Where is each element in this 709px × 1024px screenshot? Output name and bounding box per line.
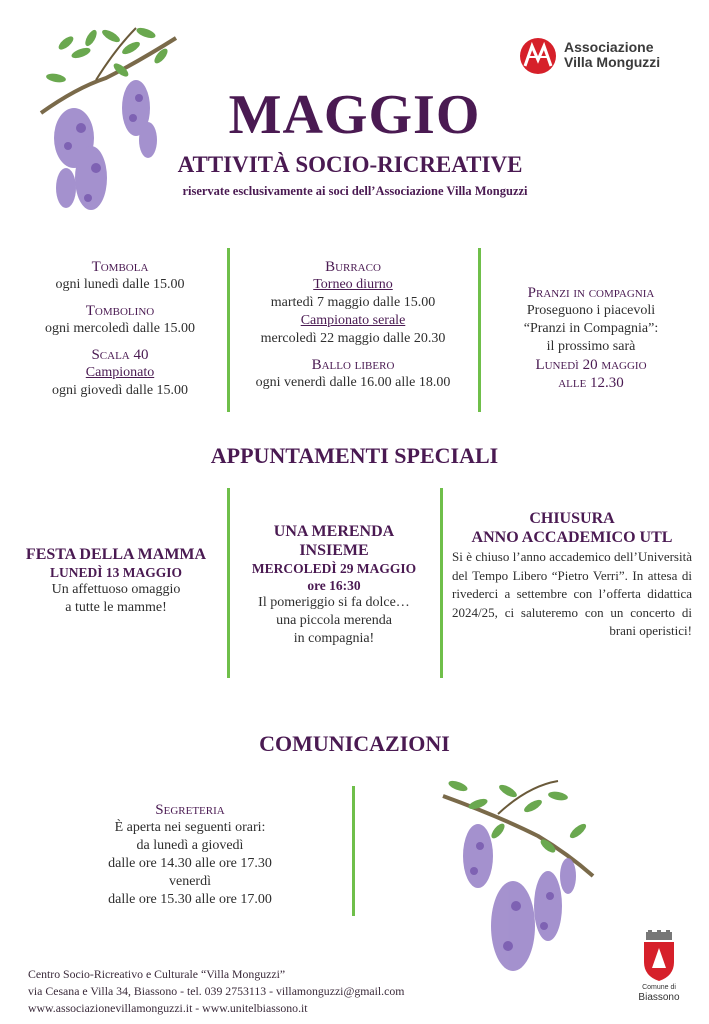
- coat-of-arms-icon: [640, 930, 678, 982]
- activities-column-games: [20, 258, 220, 400]
- pranzi-title: Pranzi in compagnia: [527, 285, 655, 301]
- pranzi-line-3: il prossimo sarà: [546, 339, 636, 354]
- segreteria-line-2: da lunedì a giovedì: [136, 838, 244, 853]
- ballo-title: Ballo libero: [311, 357, 395, 373]
- footer: [28, 966, 588, 1017]
- tombolino-title: Tombolino: [85, 303, 155, 319]
- page-subtitle: ATTIVITÀ SOCIO-RICREATIVE: [177, 152, 523, 177]
- festa-line-2: a tutte le mamme!: [65, 600, 167, 615]
- divider-activities-2: [478, 248, 481, 412]
- divider-special-1: [227, 488, 230, 678]
- chiusura-text: Si è chiuso l’anno accademico dell’Università del Tempo Libero “Pietro Verri”. In attesa di rivederci a settembre con l’offerta didattica 2024/25, ci saluteremo con un concerto di brani operistici!: [452, 549, 692, 638]
- merenda-line-3: in compagnia!: [293, 631, 375, 646]
- merenda-line-2: una piccola merenda: [276, 613, 392, 628]
- pranzi-time: alle 12.30: [558, 375, 624, 391]
- scala-schedule: ogni giovedì dalle 15.00: [51, 383, 189, 398]
- comune-line-1: Comune di: [642, 984, 676, 991]
- scala-title: Scala 40: [91, 347, 149, 363]
- chiusura-title-2: ANNO ACCADEMICO UTL: [471, 529, 673, 546]
- divider-special-2: [440, 488, 443, 678]
- festa-title: FESTA DELLA MAMMA: [25, 546, 207, 563]
- chiusura-block: [452, 509, 692, 641]
- festa-line-1: Un affettuoso omaggio: [51, 582, 181, 597]
- segreteria-line-1: È aperta nei seguenti orari:: [114, 820, 266, 835]
- pranzi-line-2: “Pranzi in Compagnia”:: [523, 321, 659, 336]
- tombola-schedule: ogni lunedì dalle 15.00: [55, 277, 185, 292]
- merenda-date: MERCOLEDÌ 29 MAGGIO: [251, 561, 417, 576]
- torneo-label: Torneo diurno: [313, 277, 393, 292]
- association-logo-mark-icon: [518, 36, 558, 76]
- merenda-time: ore 16:30: [307, 578, 361, 593]
- burraco-title: Burraco: [325, 259, 381, 275]
- comune-line-2: Biassono: [638, 992, 680, 1003]
- festa-mamma-block: [10, 545, 222, 617]
- comunicazioni-heading: COMUNICAZIONI: [259, 731, 450, 756]
- campionato-label: Campionato serale: [300, 313, 406, 328]
- merenda-line-1: Il pomeriggio si fa dolce…: [258, 595, 410, 610]
- pranzi-date: Lunedì 20 maggio: [535, 357, 647, 373]
- segreteria-line-4: venerdì: [169, 874, 211, 889]
- divider-comunicazioni: [352, 786, 355, 916]
- members-only-note: riservate esclusivamente ai soci dell’Associazione Villa Monguzzi: [182, 184, 528, 198]
- association-logo: [518, 36, 698, 76]
- wisteria-illustration-bottom: [438, 776, 598, 981]
- divider-activities-1: [227, 248, 230, 412]
- segreteria-title: Segreteria: [155, 802, 225, 818]
- footer-line-1: Centro Socio-Ricreativo e Culturale “Villa Monguzzi”: [28, 967, 286, 981]
- pranzi-line-1: Proseguono i piacevoli: [526, 303, 656, 318]
- tombolino-schedule: ogni mercoledì dalle 15.00: [44, 321, 196, 336]
- chiusura-title-1: CHIUSURA: [529, 510, 615, 527]
- footer-line-3: www.associazionevillamonguzzi.it - www.unitelbiassono.it: [28, 1001, 308, 1015]
- merenda-block: [234, 522, 434, 648]
- campionato-schedule: mercoledì 22 maggio dalle 20.30: [260, 331, 446, 346]
- comune-crest: [630, 930, 688, 1010]
- merenda-title-2: INSIEME: [299, 542, 369, 559]
- torneo-schedule: martedì 7 maggio dalle 15.00: [270, 295, 436, 310]
- page-title: MAGGIO: [228, 84, 481, 146]
- segreteria-block: [40, 801, 340, 909]
- logo-line-2: Villa Monguzzi: [564, 54, 661, 70]
- ballo-schedule: ogni venerdì dalle 16.00 alle 18.00: [255, 375, 451, 390]
- special-heading: APPUNTAMENTI SPECIALI: [210, 443, 499, 468]
- scala-subtitle: Campionato: [85, 365, 155, 380]
- footer-line-2: via Cesana e Villa 34, Biassono - tel. 039 2753113 - villamonguzzi@gmail.com: [28, 984, 405, 998]
- activities-column-burraco: [234, 258, 472, 392]
- activities-column-pranzi: [486, 284, 696, 392]
- festa-date: LUNEDÌ 13 MAGGIO: [49, 565, 182, 580]
- segreteria-line-3: dalle ore 14.30 alle ore 17.30: [108, 856, 272, 871]
- tombola-title: Tombola: [91, 259, 149, 275]
- segreteria-line-5: dalle ore 15.30 alle ore 17.00: [108, 892, 272, 907]
- logo-line-1: Associazione: [564, 39, 654, 55]
- merenda-title-1: UNA MERENDA: [273, 523, 395, 540]
